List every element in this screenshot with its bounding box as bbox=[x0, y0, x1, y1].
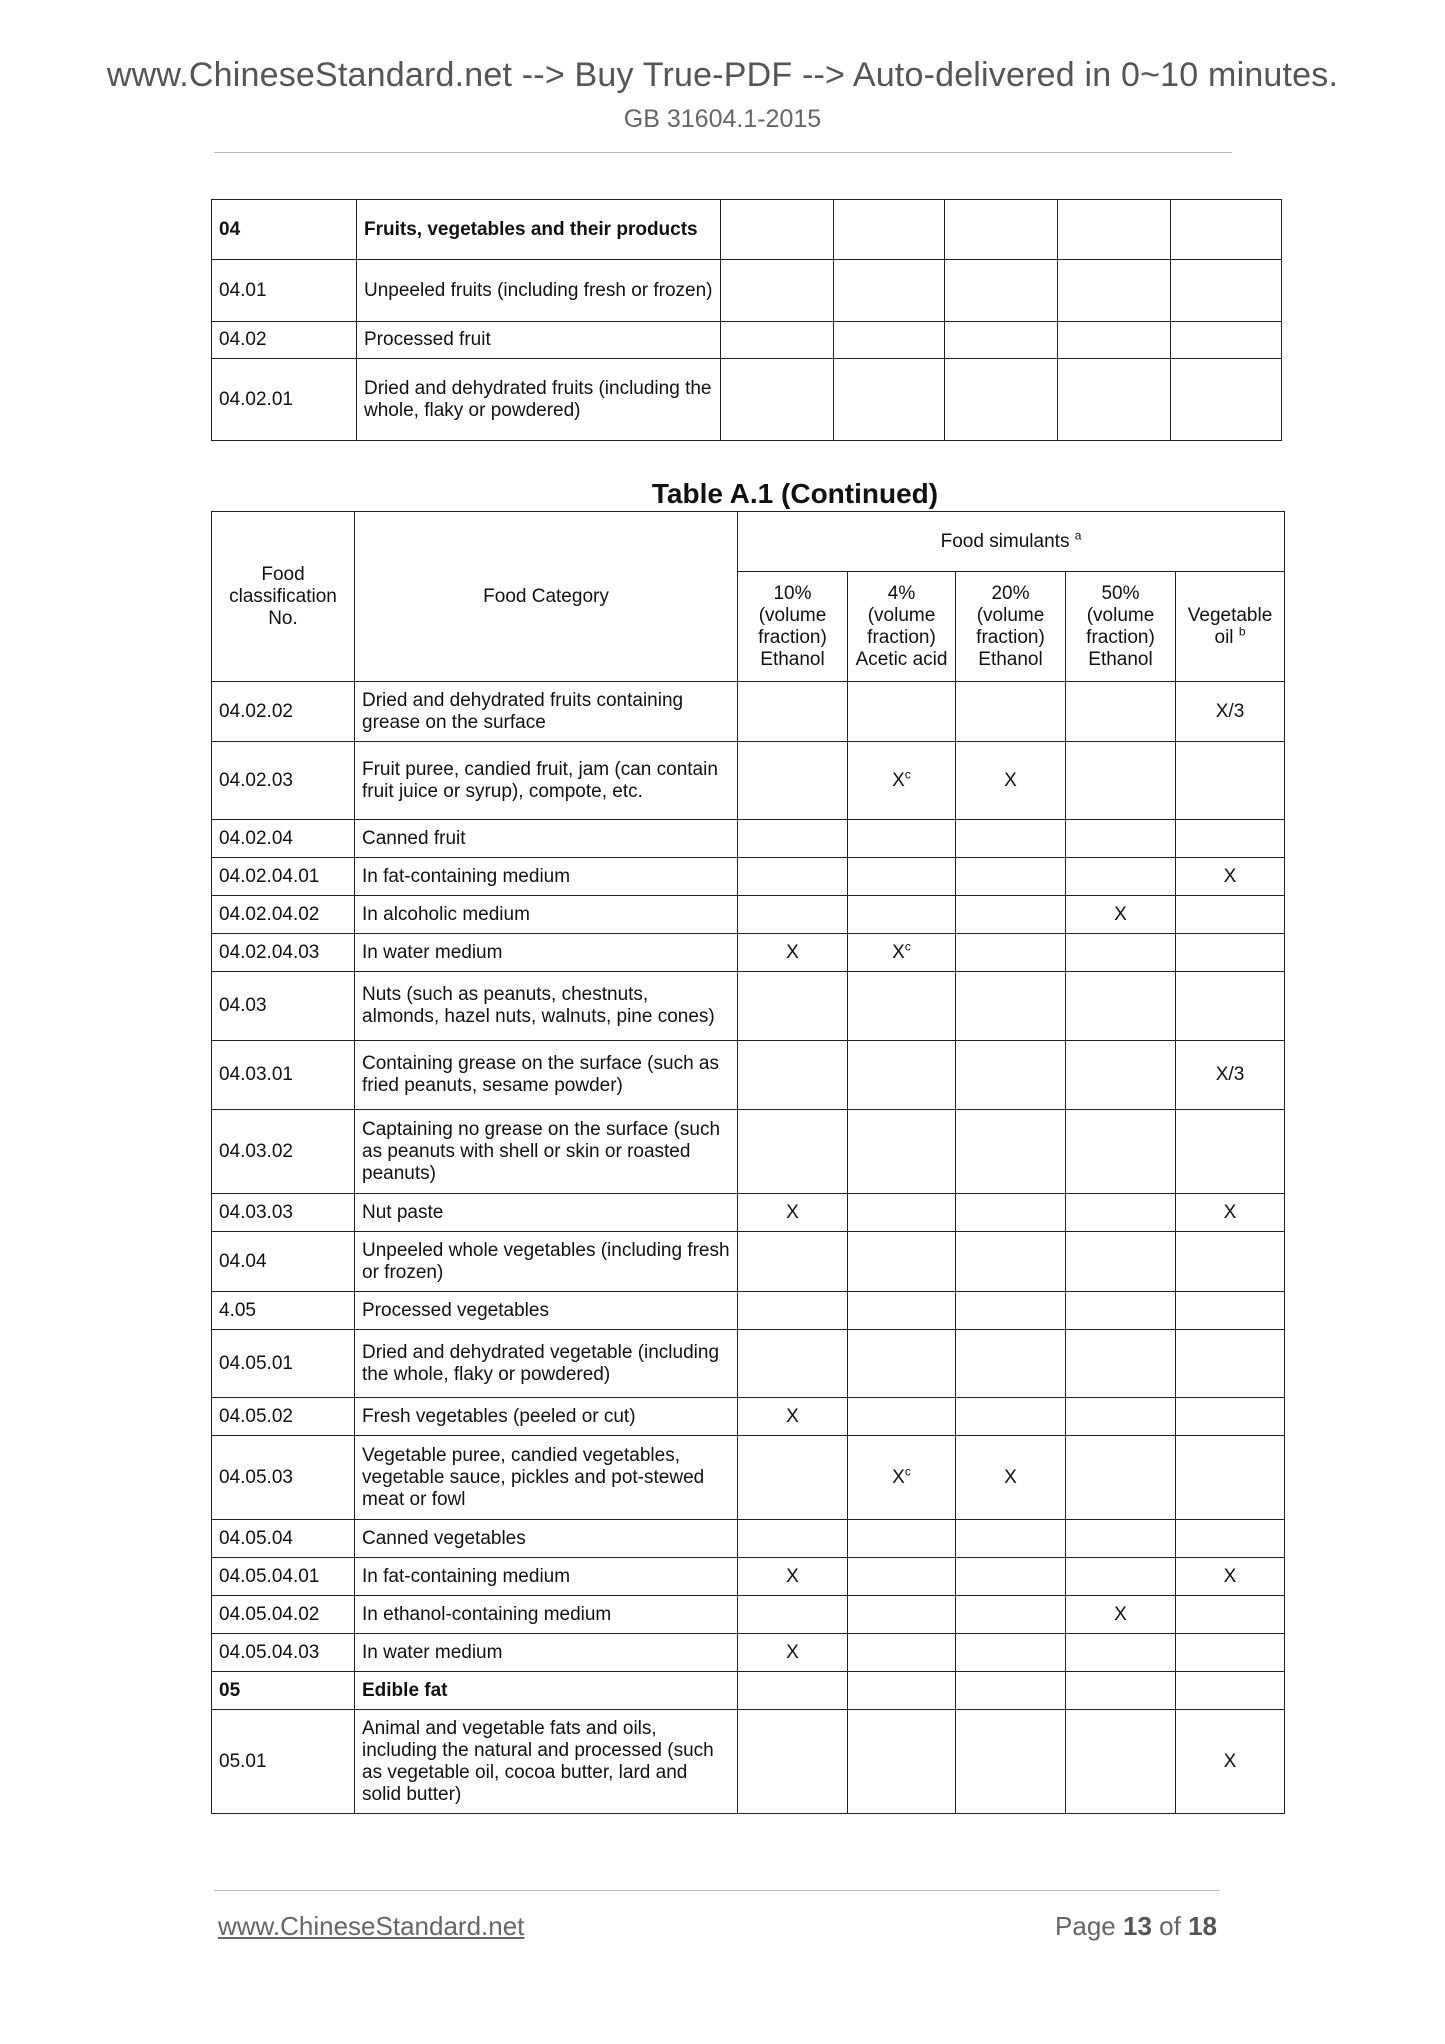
vegetable-oil-cell bbox=[1176, 682, 1285, 742]
acetic-4-cell bbox=[848, 1041, 956, 1110]
category-cell: Unpeeled fruits (including fresh or frozen) bbox=[357, 260, 721, 322]
table-row bbox=[212, 858, 1285, 896]
acetic-4-cell bbox=[848, 896, 956, 934]
empty-cell bbox=[945, 322, 1058, 359]
vegetable-oil-cell bbox=[1176, 934, 1285, 972]
ethanol-20-cell bbox=[956, 858, 1066, 896]
vegetable-oil-cell bbox=[1176, 1672, 1285, 1710]
table-row bbox=[212, 1194, 1285, 1232]
ethanol-20-cell bbox=[956, 820, 1066, 858]
mark-value: X bbox=[1114, 903, 1127, 925]
empty-cell bbox=[834, 359, 945, 441]
ethanol-50-cell bbox=[1066, 1558, 1176, 1596]
acetic-4-cell bbox=[848, 1634, 956, 1672]
classification-cell: 04.03 bbox=[212, 972, 355, 1041]
table-row bbox=[212, 1710, 1285, 1814]
classification-cell: 4.05 bbox=[212, 1292, 355, 1330]
category-cell: Processed vegetables bbox=[355, 1292, 738, 1330]
classification-cell: 04.04 bbox=[212, 1232, 355, 1292]
acetic-4-cell bbox=[848, 1330, 956, 1398]
acetic-4-cell bbox=[848, 1520, 956, 1558]
header-divider bbox=[214, 152, 1232, 153]
vegetable-oil-cell bbox=[1176, 1041, 1285, 1110]
empty-cell bbox=[721, 359, 834, 441]
table-row bbox=[212, 1672, 1285, 1710]
classification-cell: 05.01 bbox=[212, 1710, 355, 1814]
acetic-4-cell bbox=[848, 858, 956, 896]
empty-cell bbox=[1171, 322, 1282, 359]
vegetable-oil-cell bbox=[1176, 1194, 1285, 1232]
empty-cell bbox=[834, 322, 945, 359]
ethanol-10-cell bbox=[738, 1194, 848, 1232]
mark-value: X bbox=[892, 769, 905, 791]
ethanol-20-cell bbox=[956, 1672, 1066, 1710]
ethanol-50-cell bbox=[1066, 896, 1176, 934]
mark-value: X bbox=[786, 1641, 799, 1663]
ethanol-20-cell bbox=[956, 1520, 1066, 1558]
ethanol-10-cell bbox=[738, 1710, 848, 1814]
ethanol-50-cell bbox=[1066, 820, 1176, 858]
category-cell: Captaining no grease on the surface (such as peanuts with shell or skin or roasted peanuts) bbox=[355, 1110, 738, 1194]
category-cell: Edible fat bbox=[355, 1672, 738, 1710]
ethanol-20-cell bbox=[956, 1110, 1066, 1194]
table-row bbox=[212, 896, 1285, 934]
table-row bbox=[212, 934, 1285, 972]
header-col-acetic-4: 4% (volume fraction) Acetic acid bbox=[848, 572, 956, 682]
empty-cell bbox=[1058, 359, 1171, 441]
acetic-4-cell bbox=[848, 820, 956, 858]
ethanol-50-cell bbox=[1066, 1672, 1176, 1710]
ethanol-10-cell bbox=[738, 682, 848, 742]
category-cell: In water medium bbox=[355, 1634, 738, 1672]
ethanol-50-cell bbox=[1066, 1330, 1176, 1398]
table-row bbox=[212, 1292, 1285, 1330]
table-row bbox=[212, 322, 1282, 359]
table-row bbox=[212, 742, 1285, 820]
ethanol-50-cell bbox=[1066, 934, 1176, 972]
classification-cell: 04.05.04.02 bbox=[212, 1596, 355, 1634]
acetic-4-cell bbox=[848, 1672, 956, 1710]
ethanol-50-cell bbox=[1066, 1292, 1176, 1330]
ethanol-10-cell bbox=[738, 1041, 848, 1110]
ethanol-20-cell bbox=[956, 1596, 1066, 1634]
vegetable-oil-cell bbox=[1176, 1520, 1285, 1558]
table-row bbox=[212, 820, 1285, 858]
mark-value: X bbox=[1223, 865, 1237, 887]
ethanol-50-cell bbox=[1066, 1398, 1176, 1436]
header-simulants: Food simulants $^a$ bbox=[738, 512, 1285, 572]
table-row bbox=[212, 359, 1282, 441]
classification-cell: 04.05.04 bbox=[212, 1520, 355, 1558]
ethanol-20-cell bbox=[956, 742, 1066, 820]
header-category: Food Category bbox=[355, 512, 738, 682]
page-indicator: Page 13 of 18 bbox=[1055, 1911, 1217, 1941]
acetic-4-cell bbox=[848, 1596, 956, 1634]
mark-value: X bbox=[892, 941, 905, 963]
footnote-marker: c bbox=[904, 767, 911, 782]
classification-cell: 04.03.03 bbox=[212, 1194, 355, 1232]
ethanol-10-cell bbox=[738, 820, 848, 858]
table-row bbox=[212, 1041, 1285, 1110]
acetic-4-cell bbox=[848, 682, 956, 742]
acetic-4-cell bbox=[848, 1292, 956, 1330]
header-col-ethanol-50: 50% (volume fraction) Ethanol bbox=[1066, 572, 1176, 682]
ethanol-10-cell bbox=[738, 1596, 848, 1634]
footnote-marker: c bbox=[904, 939, 911, 954]
ethanol-50-cell bbox=[1066, 1596, 1176, 1634]
table-row bbox=[212, 1596, 1285, 1634]
classification-cell: 04.05.03 bbox=[212, 1436, 355, 1520]
category-cell: Nuts (such as peanuts, chestnuts, almonds, hazel nuts, walnuts, pine cones) bbox=[355, 972, 738, 1041]
acetic-4-cell bbox=[848, 1194, 956, 1232]
acetic-4-cell bbox=[848, 972, 956, 1041]
ethanol-20-cell bbox=[956, 896, 1066, 934]
vegetable-oil-cell bbox=[1176, 1710, 1285, 1814]
mark-value: X bbox=[1223, 1201, 1237, 1223]
mark-value: X bbox=[786, 1201, 799, 1223]
category-cell: In fat-containing medium bbox=[355, 858, 738, 896]
category-cell: Canned vegetables bbox=[355, 1520, 738, 1558]
mark-value: X bbox=[1004, 1466, 1017, 1488]
ethanol-10-cell bbox=[738, 1558, 848, 1596]
table-row bbox=[212, 1110, 1285, 1194]
category-cell: Nut paste bbox=[355, 1194, 738, 1232]
empty-cell bbox=[721, 260, 834, 322]
vegetable-oil-cell bbox=[1176, 972, 1285, 1041]
acetic-4-cell bbox=[848, 1558, 956, 1596]
ethanol-50-cell bbox=[1066, 858, 1176, 896]
vegetable-oil-cell bbox=[1176, 1436, 1285, 1520]
table-row bbox=[212, 682, 1285, 742]
category-cell: Dried and dehydrated vegetable (including the whole, flaky or powdered) bbox=[355, 1330, 738, 1398]
mark-value: X bbox=[1114, 1603, 1127, 1625]
classification-cell: 04.02.04.02 bbox=[212, 896, 355, 934]
header-col-ethanol-10: 10% (volume fraction) Ethanol bbox=[738, 572, 848, 682]
ethanol-20-cell bbox=[956, 1558, 1066, 1596]
category-cell: Processed fruit bbox=[357, 322, 721, 359]
ethanol-10-cell bbox=[738, 972, 848, 1041]
ethanol-10-cell bbox=[738, 1520, 848, 1558]
classification-cell: 04.02.04.03 bbox=[212, 934, 355, 972]
table-row bbox=[212, 972, 1285, 1041]
ethanol-10-cell bbox=[738, 858, 848, 896]
vegetable-oil-cell bbox=[1176, 858, 1285, 896]
vegetable-oil-cell bbox=[1176, 1110, 1285, 1194]
footer-divider bbox=[214, 1890, 1220, 1891]
mark-value: X bbox=[786, 1565, 799, 1587]
table-row bbox=[212, 200, 1282, 260]
classification-cell: 04.02.03 bbox=[212, 742, 355, 820]
ethanol-50-cell bbox=[1066, 1041, 1176, 1110]
classification-cell: 04.02 bbox=[212, 322, 357, 359]
empty-cell bbox=[1171, 260, 1282, 322]
ethanol-10-cell bbox=[738, 1398, 848, 1436]
classification-cell: 04.03.02 bbox=[212, 1110, 355, 1194]
classification-cell: 04.02.04 bbox=[212, 820, 355, 858]
mark-value: X bbox=[1223, 1750, 1237, 1772]
ethanol-10-cell bbox=[738, 742, 848, 820]
category-cell: Unpeeled whole vegetables (including fresh or frozen) bbox=[355, 1232, 738, 1292]
ethanol-20-cell bbox=[956, 1436, 1066, 1520]
acetic-4-cell bbox=[848, 1710, 956, 1814]
mark-value: X bbox=[786, 941, 799, 963]
acetic-4-cell bbox=[848, 1232, 956, 1292]
acetic-4-cell bbox=[848, 934, 956, 972]
vegetable-oil-cell bbox=[1176, 1292, 1285, 1330]
ethanol-10-cell bbox=[738, 1634, 848, 1672]
header-col-vegetable-oil: Vegetable oil $^b$ bbox=[1176, 572, 1285, 682]
category-cell: In alcoholic medium bbox=[355, 896, 738, 934]
ethanol-20-cell bbox=[956, 1292, 1066, 1330]
site-banner: www.ChineseStandard.net --> Buy True-PDF --> Auto-delivered in 0~10 minutes. bbox=[106, 56, 1339, 94]
ethanol-50-cell bbox=[1066, 972, 1176, 1041]
ethanol-20-cell bbox=[956, 1194, 1066, 1232]
empty-cell bbox=[1058, 260, 1171, 322]
ethanol-20-cell bbox=[956, 1330, 1066, 1398]
vegetable-oil-cell bbox=[1176, 820, 1285, 858]
ethanol-20-cell bbox=[956, 1634, 1066, 1672]
classification-cell: 04.05.04.03 bbox=[212, 1634, 355, 1672]
footer-site-link[interactable]: www.ChineseStandard.net bbox=[218, 1911, 525, 1941]
vegetable-oil-cell bbox=[1176, 1398, 1285, 1436]
ethanol-50-cell bbox=[1066, 1436, 1176, 1520]
table-row bbox=[212, 1398, 1285, 1436]
classification-cell: 04 bbox=[212, 200, 357, 260]
food-simulants-table bbox=[211, 511, 1285, 1814]
table-row bbox=[212, 1436, 1285, 1520]
empty-cell bbox=[1171, 359, 1282, 441]
mark-value: X/3 bbox=[1215, 1064, 1245, 1085]
empty-cell bbox=[1171, 200, 1282, 260]
category-cell: Canned fruit bbox=[355, 820, 738, 858]
mark-value: X/3 bbox=[1215, 700, 1245, 722]
classification-cell: 05 bbox=[212, 1672, 355, 1710]
table-row bbox=[212, 1634, 1285, 1672]
header-classification: Food classification No. bbox=[212, 512, 355, 682]
acetic-4-cell bbox=[848, 742, 956, 820]
classification-cell: 04.05.02 bbox=[212, 1398, 355, 1436]
empty-cell bbox=[721, 200, 834, 260]
category-cell: Containing grease on the surface (such as fried peanuts, sesame powder) bbox=[355, 1041, 738, 1110]
table-row bbox=[212, 1520, 1285, 1558]
classification-cell: 04.02.04.01 bbox=[212, 858, 355, 896]
category-cell: In ethanol-containing medium bbox=[355, 1596, 738, 1634]
ethanol-10-cell bbox=[738, 934, 848, 972]
mark-value: X bbox=[1004, 769, 1017, 791]
vegetable-oil-cell bbox=[1176, 1232, 1285, 1292]
ethanol-50-cell bbox=[1066, 1634, 1176, 1672]
classification-cell: 04.02.02 bbox=[212, 682, 355, 742]
empty-cell bbox=[1058, 322, 1171, 359]
ethanol-20-cell bbox=[956, 1710, 1066, 1814]
empty-cell bbox=[1058, 200, 1171, 260]
classification-cell: 04.02.01 bbox=[212, 359, 357, 441]
empty-cell bbox=[721, 322, 834, 359]
ethanol-20-cell bbox=[956, 1041, 1066, 1110]
vegetable-oil-cell bbox=[1176, 1558, 1285, 1596]
category-cell: Vegetable puree, candied vegetables, vegetable sauce, pickles and pot-stewed meat or fowl bbox=[355, 1436, 738, 1520]
ethanol-50-cell bbox=[1066, 1110, 1176, 1194]
ethanol-20-cell bbox=[956, 1398, 1066, 1436]
empty-cell bbox=[945, 359, 1058, 441]
ethanol-50-cell bbox=[1066, 1232, 1176, 1292]
header-col-ethanol-20: 20% (volume fraction) Ethanol bbox=[956, 572, 1066, 682]
acetic-4-cell bbox=[848, 1110, 956, 1194]
vegetable-oil-cell bbox=[1176, 742, 1285, 820]
ethanol-10-cell bbox=[738, 1232, 848, 1292]
empty-cell bbox=[945, 200, 1058, 260]
category-cell: In fat-containing medium bbox=[355, 1558, 738, 1596]
ethanol-10-cell bbox=[738, 1436, 848, 1520]
table-row bbox=[212, 1232, 1285, 1292]
empty-cell bbox=[945, 260, 1058, 322]
ethanol-10-cell bbox=[738, 1330, 848, 1398]
table-row bbox=[212, 1330, 1285, 1398]
ethanol-20-cell bbox=[956, 972, 1066, 1041]
continuation-table bbox=[211, 199, 1282, 441]
vegetable-oil-cell bbox=[1176, 1330, 1285, 1398]
empty-cell bbox=[834, 260, 945, 322]
mark-value: X bbox=[1223, 1565, 1237, 1587]
category-cell: Dried and dehydrated fruits containing grease on the surface bbox=[355, 682, 738, 742]
ethanol-50-cell bbox=[1066, 1520, 1176, 1558]
category-cell: Fresh vegetables (peeled or cut) bbox=[355, 1398, 738, 1436]
standard-number: GB 31604.1-2015 bbox=[623, 105, 822, 133]
classification-cell: 04.03.01 bbox=[212, 1041, 355, 1110]
ethanol-50-cell bbox=[1066, 1710, 1176, 1814]
category-cell: Fruit puree, candied fruit, jam (can contain fruit juice or syrup), compote, etc. bbox=[355, 742, 738, 820]
category-cell: Dried and dehydrated fruits (including the whole, flaky or powdered) bbox=[357, 359, 721, 441]
vegetable-oil-cell bbox=[1176, 1634, 1285, 1672]
category-cell: Animal and vegetable fats and oils, including the natural and processed (such as vegetable oil, cocoa butter, lard and solid butter) bbox=[355, 1710, 738, 1814]
table-row bbox=[212, 1558, 1285, 1596]
classification-cell: 04.01 bbox=[212, 260, 357, 322]
vegetable-oil-cell bbox=[1176, 1596, 1285, 1634]
classification-cell: 04.05.04.01 bbox=[212, 1558, 355, 1596]
table-caption: Table A.1 (Continued) bbox=[651, 478, 939, 509]
ethanol-50-cell bbox=[1066, 742, 1176, 820]
ethanol-10-cell bbox=[738, 896, 848, 934]
ethanol-10-cell bbox=[738, 1292, 848, 1330]
ethanol-20-cell bbox=[956, 934, 1066, 972]
ethanol-20-cell bbox=[956, 682, 1066, 742]
mark-value: X bbox=[892, 1466, 905, 1488]
acetic-4-cell bbox=[848, 1398, 956, 1436]
ethanol-50-cell bbox=[1066, 682, 1176, 742]
empty-cell bbox=[834, 200, 945, 260]
category-cell: Fruits, vegetables and their products bbox=[357, 200, 721, 260]
ethanol-10-cell bbox=[738, 1672, 848, 1710]
acetic-4-cell bbox=[848, 1436, 956, 1520]
ethanol-50-cell bbox=[1066, 1194, 1176, 1232]
vegetable-oil-cell bbox=[1176, 896, 1285, 934]
footnote-marker: c bbox=[904, 1464, 911, 1479]
ethanol-20-cell bbox=[956, 1232, 1066, 1292]
mark-value: X bbox=[786, 1405, 799, 1427]
table-row bbox=[212, 260, 1282, 322]
ethanol-10-cell bbox=[738, 1110, 848, 1194]
classification-cell: 04.05.01 bbox=[212, 1330, 355, 1398]
category-cell: In water medium bbox=[355, 934, 738, 972]
